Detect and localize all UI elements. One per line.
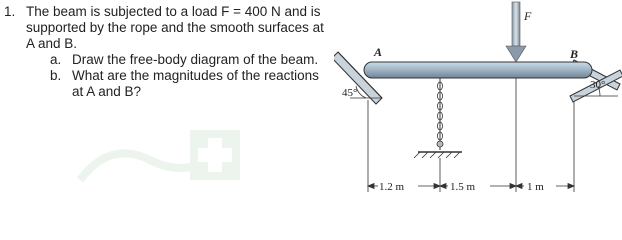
problem-part-a [50,52,334,68]
problem-statement [4,4,334,52]
dimension-2-label: 1.5 m [450,181,476,193]
problem-text [4,4,334,100]
dimension-extension-lines [368,78,574,192]
beam [364,62,592,78]
angle-b-label: 30° [590,79,606,91]
beam-figure [334,0,622,217]
part-b-text: What are the magnitudes of the reactions at A and B? [72,68,319,99]
load-arrow [506,2,526,62]
problem-part-b [50,68,334,100]
part-a-label: a. [50,52,62,67]
problem-statement-text: The beam is subjected to a load F = 400 N and is supported by the rope and the smooth surfaces at A and B. [26,4,324,51]
ground-anchor [414,152,462,158]
rope [437,78,443,150]
load-label: F [524,9,532,23]
problem-number: 1. [4,4,16,19]
support-b-label: B [570,47,579,61]
dimension-3-label: 1 m [527,181,544,193]
support-a-label: A [374,45,383,59]
watermark-logo [70,120,270,210]
beam-diagram [334,0,622,217]
dimension-1-label: 1.2 m [379,181,405,193]
angle-a-label: 45° [342,87,358,99]
part-b-label: b. [50,68,62,83]
part-a-text: Draw the free-body diagram of the beam. [72,52,319,67]
